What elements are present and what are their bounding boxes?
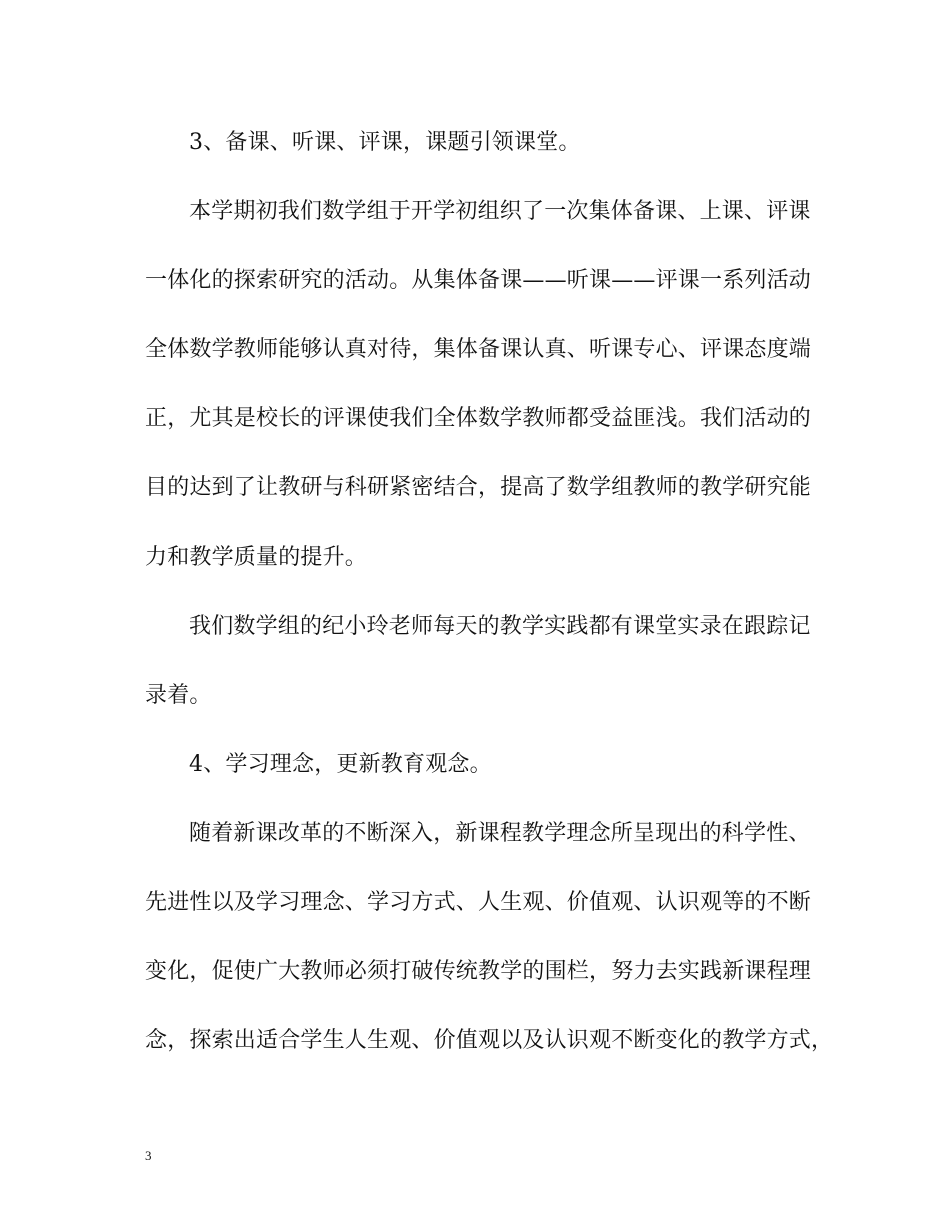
- page-number: 3: [145, 1148, 152, 1163]
- paragraph-line: 录着。: [145, 682, 212, 708]
- paragraph-line: 全体数学教师能够认真对待，集体备课认真、听课专心、评课态度端: [145, 337, 812, 363]
- paragraph-line: 正，尤其是校长的评课使我们全体数学教师都受益匪浅。我们活动的: [145, 406, 812, 432]
- document-body: [145, 122, 834, 1089]
- paragraph-line: 目的达到了让教研与科研紧密结合，提高了数学组教师的教学研究能: [145, 475, 812, 501]
- paragraph-line: 一体化的探索研究的活动。从集体备课——听课——评课一系列活动: [145, 268, 812, 294]
- paragraph-line: 先进性以及学习理念、学习方式、人生观、价值观、认识观等的不断: [145, 890, 812, 916]
- section-heading-3: 3、备课、听课、评课，课题引领课堂。: [189, 130, 581, 155]
- paragraph-line: 我们数学组的纪小玲老师每天的教学实践都有课堂实录在跟踪记: [189, 613, 811, 639]
- paragraph-line: 念，探索出适合学生人生观、价值观以及认识观不断变化的教学方式，: [145, 1028, 834, 1054]
- paragraph-line: 力和教学质量的提升。: [145, 544, 368, 570]
- paragraph-line: 变化，促使广大教师必须打破传统教学的围栏，努力去实践新课程理: [145, 959, 812, 985]
- paragraph-line: 随着新课改革的不断深入，新课程教学理念所呈现出的科学性、: [189, 820, 811, 846]
- paragraph-line: 本学期初我们数学组于开学初组织了一次集体备课、上课、评课: [189, 199, 811, 225]
- section-heading-4: 4、学习理念，更新教育观念。: [189, 751, 492, 777]
